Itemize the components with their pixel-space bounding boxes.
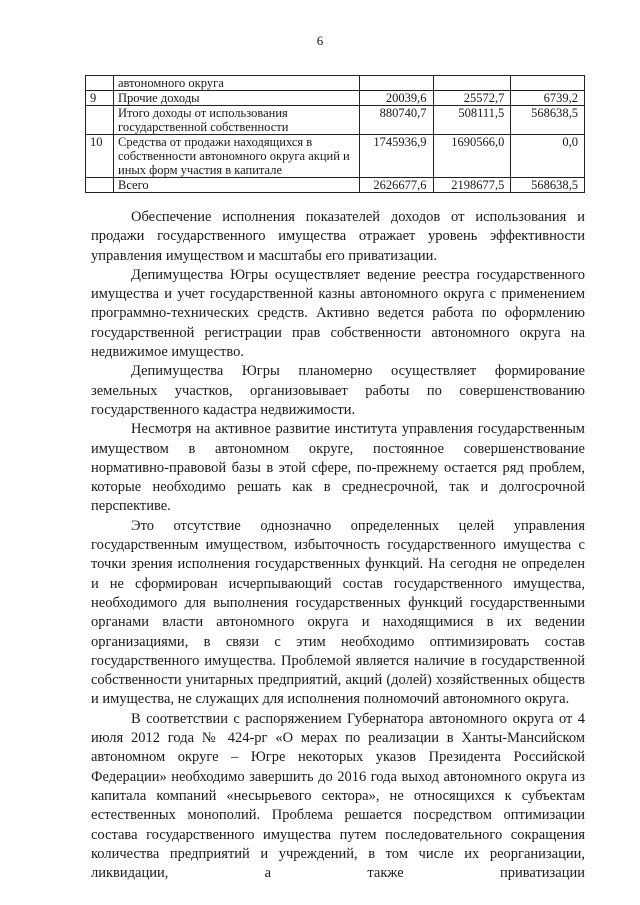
table-row	[86, 178, 585, 193]
row-value: 568638,5	[511, 178, 585, 193]
row-name: Средства от продажи находящихся в собственности автономного округа акций и иных форм участия в капитале	[114, 135, 360, 178]
paragraph: Депимущества Югры осуществляет ведение реестра государственного имущества и учет государственной казны автономного округа с применением программно-технических средств. Активно ведется работа по оформлению государственной регистрации прав собственности автономного округа на недвижимое имущество.	[91, 266, 585, 361]
revenue-table	[85, 75, 585, 193]
row-value: 0,0	[511, 135, 585, 178]
table-row	[86, 106, 585, 135]
row-value: 880740,7	[359, 106, 433, 135]
row-name: автономного округа	[114, 76, 360, 91]
row-value	[359, 76, 433, 91]
row-value: 2626677,6	[359, 178, 433, 193]
paragraph: Несмотря на активное развитие института управления государственным имуществом в автономном округе, постоянное совершенствование нормативно-правовой базы в этой сфере, по-прежнему остается ряд проблем, которые необходимо решать как в среднесрочной, так и долгосрочной перспективе.	[91, 421, 585, 515]
table-row	[86, 91, 585, 106]
row-value: 568638,5	[511, 106, 585, 135]
row-number: 10	[86, 135, 114, 178]
row-value	[511, 76, 585, 91]
row-name: Итого доходы от использования государственной собственности	[114, 106, 360, 135]
row-name: Всего	[114, 178, 360, 193]
row-value	[433, 76, 511, 91]
row-value: 25572,7	[433, 91, 511, 106]
row-value: 508111,5	[433, 106, 511, 135]
row-number	[86, 76, 114, 91]
row-value: 1690566,0	[433, 135, 511, 178]
table-row	[86, 76, 585, 91]
paragraph: Обеспечение исполнения показателей доходов от использования и продажи государственного имущества отражает уровень эффективности управления имуществом и масштабы его приватизации.	[91, 209, 585, 264]
paragraph: Это отсутствие однозначно определенных целей управления государственным имуществом, избыточность государственного имущества с точки зрения исполнения государственных функций. На сегодня не определен и не сформирован исчерпывающий состав государственного имущества, необходимого для выполнения государственных функций государственными органами власти автономного округа и находящимися в их ведении организациями, в связи с этим необходимо оптимизировать состав государственного имущества. Проблемой является наличие в государственной собственности унитарных предприятий, акций (долей) хозяйственных обществ и имущества, не служащих для исполнения полномочий автономного округа.	[91, 517, 585, 708]
page-number: 6	[316, 33, 324, 48]
row-number	[86, 178, 114, 193]
body-text	[91, 208, 585, 883]
row-number: 9	[86, 91, 114, 106]
row-number	[86, 106, 114, 135]
row-name: Прочие доходы	[114, 91, 360, 106]
row-value: 2198677,5	[433, 178, 511, 193]
row-value: 6739,2	[511, 91, 585, 106]
paragraph: В соответствии с распоряжением Губернатора автономного округа от 4 июля 2012 года № 424-рг «О мерах по реализации в Ханты-Мансийском автономном округе – Югре некоторых указов Президента Российской Федерации» необходимо завершить до 2016 года выход автономного округа из капитала компаний «несырьевого сектора», не относящихся к субъектам естественных монополий. Проблема решается посредством оптимизации состава государственного имущества путем последовательного сокращения количества предприятий и учреждений, в том числе их реорганизации, ликвидации, а также приватизации	[91, 710, 585, 882]
row-value: 1745936,9	[359, 135, 433, 178]
paragraph: Депимущества Югры планомерно осуществляет формирование земельных участков, организовывает работы по совершенствованию государственного кадастра недвижимости.	[91, 363, 585, 418]
row-value: 20039,6	[359, 91, 433, 106]
table-row	[86, 135, 585, 178]
